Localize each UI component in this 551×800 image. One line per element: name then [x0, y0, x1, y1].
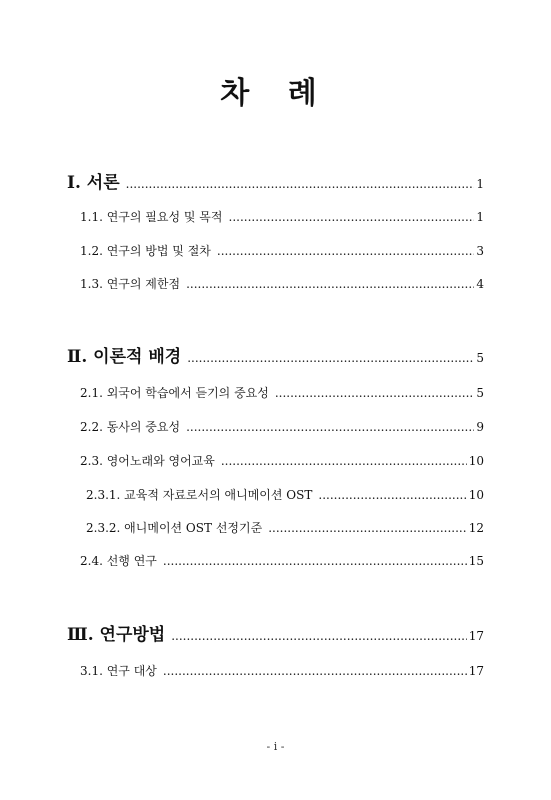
toc-subsection-2-3-1 — [86, 486, 484, 503]
toc-label: 1.1. 연구의 필요성 및 목적 — [80, 210, 223, 224]
toc-label: 2.1. 외국어 학습에서 듣기의 중요성 — [80, 386, 269, 400]
toc-subsection-2-3-2 — [86, 519, 484, 536]
toc-page-number: 1 — [476, 210, 484, 224]
toc-leader-dots — [163, 554, 467, 568]
toc-leader-dots — [275, 386, 475, 400]
toc-page-number: 17 — [468, 664, 484, 678]
toc-label: 2.3.2. 애니메이션 OST 선정기준 — [86, 521, 263, 535]
toc-label: 1.3. 연구의 제한점 — [80, 277, 181, 291]
toc-leader-dots — [163, 664, 467, 678]
toc-leader-dots — [126, 177, 475, 191]
toc-page-number: 3 — [476, 244, 484, 258]
toc-page-number: 4 — [476, 277, 484, 291]
toc-section-2-2 — [80, 418, 484, 435]
toc-section-3-1 — [80, 662, 484, 679]
toc-leader-dots — [221, 454, 467, 468]
toc-label: Ⅰ. 서론 — [67, 173, 120, 193]
toc-page-number: 15 — [468, 554, 484, 568]
toc-leader-dots — [186, 277, 474, 291]
toc-label: 2.4. 선행 연구 — [80, 554, 157, 568]
toc-leader-dots — [229, 210, 475, 224]
page-footer-number: - i - — [266, 740, 285, 753]
toc-label: 1.2. 연구의 방법 및 절차 — [80, 244, 211, 258]
toc-label: Ⅱ. 이론적 배경 — [67, 347, 182, 367]
toc-label: 2.2. 동사의 중요성 — [80, 420, 181, 434]
toc-leader-dots — [318, 488, 466, 502]
toc-section-1-3 — [80, 275, 484, 292]
toc-chapter-1 — [67, 168, 484, 193]
toc-chapter-3 — [67, 620, 484, 645]
toc-leader-dots — [268, 521, 467, 535]
toc-leader-dots — [187, 351, 474, 365]
toc-chapter-2 — [67, 342, 484, 367]
toc-leader-dots — [186, 420, 474, 434]
toc-label: Ⅲ. 연구방법 — [67, 625, 166, 645]
toc-section-2-3 — [80, 452, 484, 469]
toc-label: 2.3.1. 교육적 자료로서의 애니메이션 OST — [86, 488, 313, 502]
toc-section-2-4 — [80, 552, 484, 569]
toc-label: 3.1. 연구 대상 — [80, 664, 157, 678]
toc-leader-dots — [171, 629, 466, 643]
toc-section-1-2 — [80, 242, 484, 259]
toc-page-number: 10 — [468, 454, 484, 468]
toc-section-1-1 — [80, 208, 484, 225]
toc-page-number: 12 — [468, 521, 484, 535]
toc-section-2-1 — [80, 384, 484, 401]
toc-page-number: 17 — [468, 629, 484, 643]
toc-label: 2.3. 영어노래와 영어교육 — [80, 454, 215, 468]
page-title: 차 례 — [220, 76, 331, 111]
toc-leader-dots — [217, 244, 474, 258]
toc-page-number: 1 — [476, 177, 484, 191]
toc-page-number: 5 — [476, 386, 484, 400]
toc-page-number: 9 — [476, 420, 484, 434]
toc-page-number: 10 — [468, 488, 484, 502]
toc-page-number: 5 — [476, 351, 484, 365]
